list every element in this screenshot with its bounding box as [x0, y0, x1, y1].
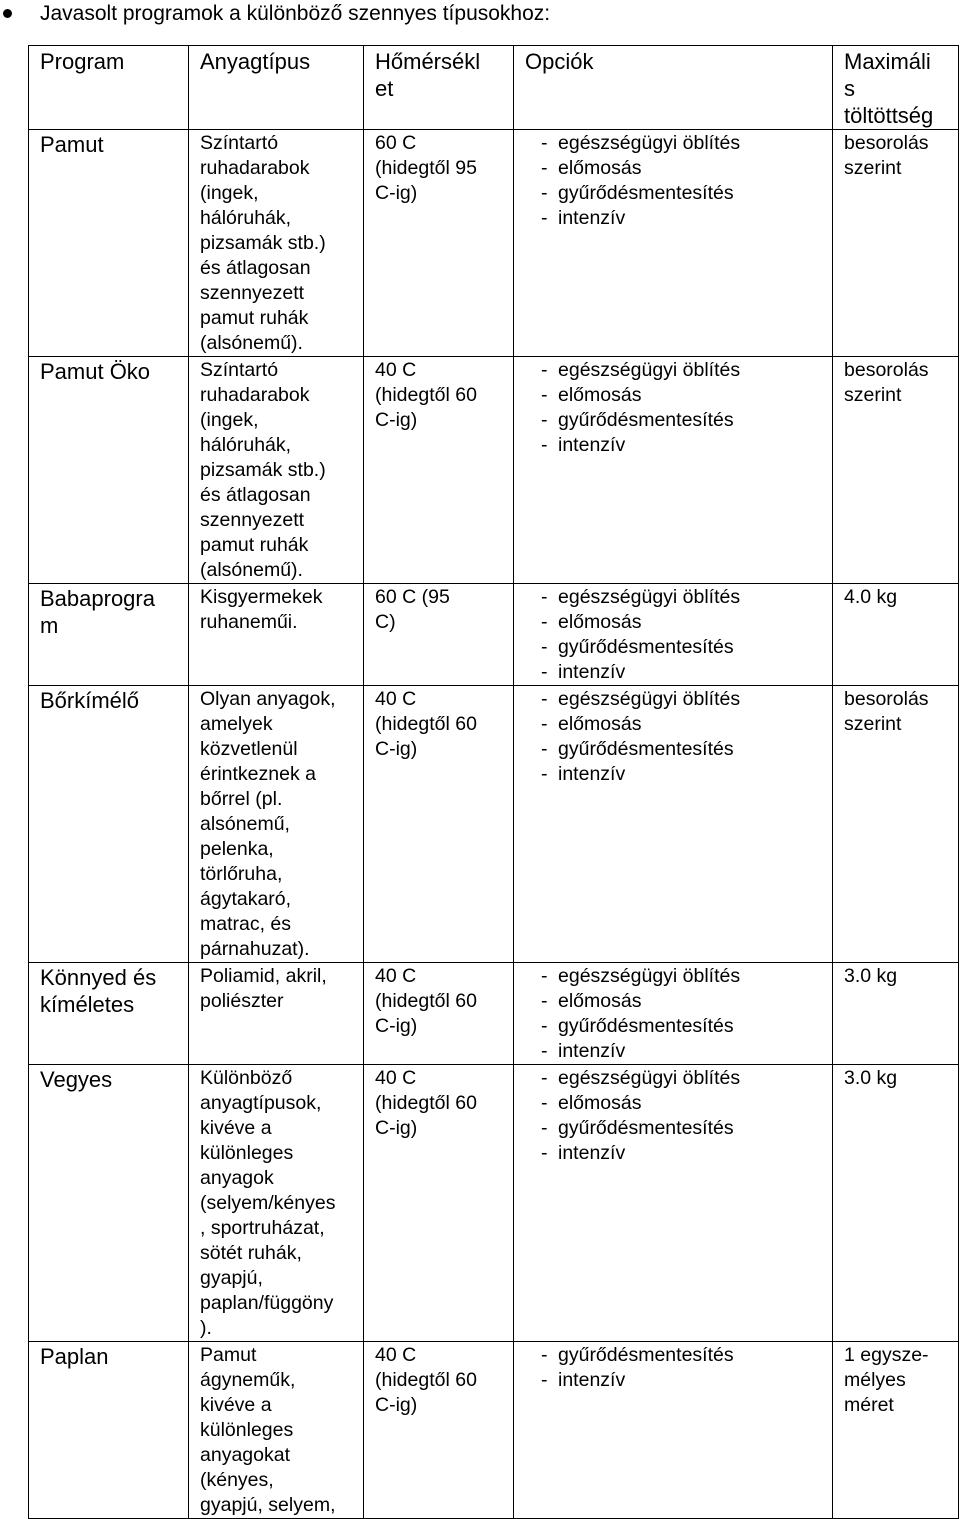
max-load-text: mélyes — [844, 1369, 906, 1391]
max-load-cell — [833, 584, 959, 686]
max-load-text: 4.0 kg — [844, 586, 898, 608]
material-text: ruhadarabok — [200, 157, 310, 179]
dash-bullet: - — [541, 207, 548, 229]
table-row — [29, 963, 959, 1065]
temperature-text: 40 C — [375, 688, 417, 710]
option-item — [525, 206, 832, 231]
option-label: egészségügyi öblítés — [558, 1067, 741, 1089]
option-label: egészségügyi öblítés — [558, 359, 741, 381]
temperature-text: (hidegtől 60 — [375, 1092, 477, 1114]
option-label: előmosás — [558, 1092, 642, 1114]
dash-bullet: - — [541, 611, 548, 633]
program-text: Könnyed és — [40, 965, 157, 990]
program-text: Pamut Öko — [40, 359, 151, 384]
material-text: pamut ruhák — [200, 534, 309, 556]
material-text: törlőruha, — [200, 863, 283, 885]
dash-bullet: - — [541, 738, 548, 760]
temperature-text: 40 C — [375, 1344, 417, 1366]
material-text: anyagok — [200, 1167, 274, 1189]
header-temperature: Hőmérsékl et — [364, 46, 514, 130]
dash-bullet: - — [541, 359, 548, 381]
option-item — [525, 635, 832, 660]
material-text: Színtartó — [200, 359, 279, 381]
option-label: gyűrődésmentesítés — [558, 409, 734, 431]
program-cell — [29, 584, 189, 686]
option-item — [525, 712, 832, 737]
material-text: ágyneműk, — [200, 1369, 296, 1391]
program-cell — [29, 357, 189, 584]
max-load-text: 3.0 kg — [844, 1067, 898, 1089]
bullet-icon — [3, 9, 12, 18]
temperature-text: C-ig) — [375, 1117, 418, 1139]
temperature-text: C-ig) — [375, 738, 418, 760]
material-cell — [189, 130, 364, 357]
option-label: intenzív — [558, 763, 626, 785]
table-row — [29, 130, 959, 357]
dash-bullet: - — [541, 661, 548, 683]
option-item — [525, 687, 832, 712]
temperature-text: 60 C — [375, 132, 417, 154]
header-row — [29, 46, 959, 130]
dash-bullet: - — [541, 1117, 548, 1139]
option-label: előmosás — [558, 990, 642, 1012]
material-text: anyagtípusok, — [200, 1092, 322, 1114]
options-cell — [514, 584, 833, 686]
temperature-cell — [364, 584, 514, 686]
program-text: kíméletes — [40, 992, 135, 1017]
dash-bullet: - — [541, 409, 548, 431]
dash-bullet: - — [541, 1142, 548, 1164]
material-text: paplan/függöny — [200, 1292, 334, 1314]
option-item — [525, 1091, 832, 1116]
material-text: gyapjú, — [200, 1267, 263, 1289]
material-text: és átlagosan — [200, 484, 311, 506]
program-cell — [29, 1342, 189, 1519]
temperature-cell — [364, 1065, 514, 1342]
material-text: kivéve a — [200, 1394, 272, 1416]
material-text: ágytakaró, — [200, 888, 292, 910]
material-text: anyagokat — [200, 1444, 290, 1466]
max-load-text: besorolás — [844, 132, 929, 154]
material-text: Pamut — [200, 1344, 257, 1366]
option-item — [525, 737, 832, 762]
max-load-cell — [833, 1342, 959, 1519]
option-label: előmosás — [558, 384, 642, 406]
option-item — [525, 383, 832, 408]
material-text: (ingek, — [200, 182, 259, 204]
option-item — [525, 1141, 832, 1166]
options-cell — [514, 1342, 833, 1519]
temperature-cell — [364, 357, 514, 584]
temperature-text: C-ig) — [375, 1394, 418, 1416]
section-heading — [0, 0, 960, 34]
option-label: gyűrődésmentesítés — [558, 636, 734, 658]
table-row — [29, 584, 959, 686]
option-item — [525, 1343, 832, 1368]
max-load-text: szerint — [844, 157, 902, 179]
temperature-text: (hidegtől 60 — [375, 990, 477, 1012]
option-item — [525, 156, 832, 181]
dash-bullet: - — [541, 132, 548, 154]
header-program: Program — [29, 46, 189, 130]
temperature-text: 60 C (95 — [375, 586, 450, 608]
option-item — [525, 610, 832, 635]
material-text: és átlagosan — [200, 257, 311, 279]
table-row — [29, 357, 959, 584]
material-text: pamut ruhák — [200, 307, 309, 329]
temperature-text: (hidegtől 60 — [375, 384, 477, 406]
options-cell — [514, 357, 833, 584]
max-load-cell — [833, 686, 959, 963]
program-text: Babaprogra — [40, 586, 155, 611]
max-load-text: 3.0 kg — [844, 965, 898, 987]
material-cell — [189, 963, 364, 1065]
program-text: m — [40, 613, 59, 638]
options-cell — [514, 963, 833, 1065]
option-item — [525, 408, 832, 433]
program-text: Vegyes — [40, 1067, 113, 1092]
option-label: intenzív — [558, 1369, 626, 1391]
material-text: pizsamák stb.) — [200, 232, 326, 254]
option-label: gyűrődésmentesítés — [558, 182, 734, 204]
material-text: (alsónemű). — [200, 559, 303, 581]
material-text: poliészter — [200, 990, 284, 1012]
material-cell — [189, 686, 364, 963]
material-text: Poliamid, akril, — [200, 965, 327, 987]
temperature-cell — [364, 963, 514, 1065]
material-text: Olyan anyagok, — [200, 688, 336, 710]
option-item — [525, 660, 832, 685]
material-text: (kényes, — [200, 1469, 274, 1491]
max-load-text: 1 egysze- — [844, 1344, 929, 1366]
temperature-text: C-ig) — [375, 409, 418, 431]
temperature-text: (hidegtől 60 — [375, 713, 477, 735]
material-text: szennyezett — [200, 509, 305, 531]
dash-bullet: - — [541, 182, 548, 204]
program-text: Pamut — [40, 132, 104, 157]
material-cell — [189, 1342, 364, 1519]
option-label: egészségügyi öblítés — [558, 586, 741, 608]
material-text: különleges — [200, 1419, 294, 1441]
material-text: különleges — [200, 1142, 294, 1164]
option-item — [525, 433, 832, 458]
table-row — [29, 1065, 959, 1342]
material-text: (alsónemű). — [200, 332, 303, 354]
heading-text: Javasolt programok a különböző szennyes típusokhoz: — [40, 2, 551, 25]
option-label: előmosás — [558, 713, 642, 735]
material-text: Kisgyermekek — [200, 586, 323, 608]
material-text: amelyek — [200, 713, 273, 735]
temperature-text: (hidegtől 95 — [375, 157, 477, 179]
material-text: , sportruházat, — [200, 1217, 325, 1239]
program-cell — [29, 1065, 189, 1342]
material-text: sötét ruhák, — [200, 1242, 302, 1264]
material-text: közvetlenül — [200, 738, 298, 760]
material-text: párnahuzat). — [200, 938, 310, 960]
dash-bullet: - — [541, 965, 548, 987]
dash-bullet: - — [541, 713, 548, 735]
material-text: gyapjú, selyem, — [200, 1494, 336, 1516]
options-cell — [514, 130, 833, 357]
option-label: intenzív — [558, 434, 626, 456]
option-label: egészségügyi öblítés — [558, 132, 741, 154]
max-load-cell — [833, 357, 959, 584]
option-item — [525, 1116, 832, 1141]
program-cell — [29, 963, 189, 1065]
program-cell — [29, 130, 189, 357]
material-cell — [189, 1065, 364, 1342]
option-label: intenzív — [558, 207, 626, 229]
header-material: Anyagtípus — [189, 46, 364, 130]
dash-bullet: - — [541, 636, 548, 658]
material-text: pizsamák stb.) — [200, 459, 326, 481]
option-label: intenzív — [558, 1040, 626, 1062]
max-load-cell — [833, 963, 959, 1065]
option-label: egészségügyi öblítés — [558, 688, 741, 710]
dash-bullet: - — [541, 157, 548, 179]
material-text: érintkeznek a — [200, 763, 316, 785]
material-text: (selyem/kényes — [200, 1192, 336, 1214]
option-label: gyűrődésmentesítés — [558, 738, 734, 760]
material-text: ruhadarabok — [200, 384, 310, 406]
option-item — [525, 131, 832, 156]
material-text: ). — [200, 1317, 212, 1339]
dash-bullet: - — [541, 1344, 548, 1366]
option-item — [525, 358, 832, 383]
temperature-text: C) — [375, 611, 396, 633]
temperature-text: 40 C — [375, 965, 417, 987]
material-text: Színtartó — [200, 132, 279, 154]
dash-bullet: - — [541, 434, 548, 456]
program-text: Paplan — [40, 1344, 109, 1369]
material-text: bőrrel (pl. — [200, 788, 283, 810]
option-label: intenzív — [558, 661, 626, 683]
option-label: előmosás — [558, 157, 642, 179]
header-options: Opciók — [514, 46, 833, 130]
option-item — [525, 181, 832, 206]
option-item — [525, 762, 832, 787]
temperature-text: 40 C — [375, 1067, 417, 1089]
material-text: Különböző — [200, 1067, 293, 1089]
option-item — [525, 989, 832, 1014]
material-text: pelenka, — [200, 838, 274, 860]
program-text: Bőrkímélő — [40, 688, 140, 713]
max-load-text: besorolás — [844, 359, 929, 381]
option-item — [525, 964, 832, 989]
option-label: előmosás — [558, 611, 642, 633]
options-cell — [514, 1065, 833, 1342]
max-load-text: szerint — [844, 713, 902, 735]
material-cell — [189, 584, 364, 686]
header-max-load: Maximáli s töltöttség — [833, 46, 959, 130]
max-load-text: besorolás — [844, 688, 929, 710]
material-text: alsónemű, — [200, 813, 290, 835]
option-item — [525, 1066, 832, 1091]
material-text: matrac, és — [200, 913, 292, 935]
max-load-cell — [833, 130, 959, 357]
program-cell — [29, 686, 189, 963]
dash-bullet: - — [541, 1067, 548, 1089]
dash-bullet: - — [541, 1015, 548, 1037]
dash-bullet: - — [541, 1092, 548, 1114]
option-item — [525, 1368, 832, 1393]
material-cell — [189, 357, 364, 584]
table-row — [29, 1342, 959, 1519]
material-text: hálóruhák, — [200, 434, 292, 456]
dash-bullet: - — [541, 586, 548, 608]
dash-bullet: - — [541, 1040, 548, 1062]
temperature-cell — [364, 130, 514, 357]
material-text: kivéve a — [200, 1117, 272, 1139]
dash-bullet: - — [541, 1369, 548, 1391]
max-load-text: méret — [844, 1394, 894, 1416]
material-text: ruhaneműi. — [200, 611, 298, 633]
temperature-text: C-ig) — [375, 1015, 418, 1037]
temperature-cell — [364, 686, 514, 963]
material-text: szennyezett — [200, 282, 305, 304]
material-text: (ingek, — [200, 409, 259, 431]
option-label: gyűrődésmentesítés — [558, 1117, 734, 1139]
option-label: intenzív — [558, 1142, 626, 1164]
table-row — [29, 686, 959, 963]
option-item — [525, 1039, 832, 1064]
option-label: egészségügyi öblítés — [558, 965, 741, 987]
options-cell — [514, 686, 833, 963]
material-text: hálóruhák, — [200, 207, 292, 229]
max-load-text: szerint — [844, 384, 902, 406]
temperature-text: C-ig) — [375, 182, 418, 204]
dash-bullet: - — [541, 990, 548, 1012]
temperature-cell — [364, 1342, 514, 1519]
dash-bullet: - — [541, 384, 548, 406]
option-item — [525, 585, 832, 610]
option-item — [525, 1014, 832, 1039]
option-label: gyűrődésmentesítés — [558, 1015, 734, 1037]
option-label: gyűrődésmentesítés — [558, 1344, 734, 1366]
dash-bullet: - — [541, 688, 548, 710]
program-table — [28, 45, 959, 1519]
max-load-cell — [833, 1065, 959, 1342]
temperature-text: (hidegtől 60 — [375, 1369, 477, 1391]
dash-bullet: - — [541, 763, 548, 785]
temperature-text: 40 C — [375, 359, 417, 381]
